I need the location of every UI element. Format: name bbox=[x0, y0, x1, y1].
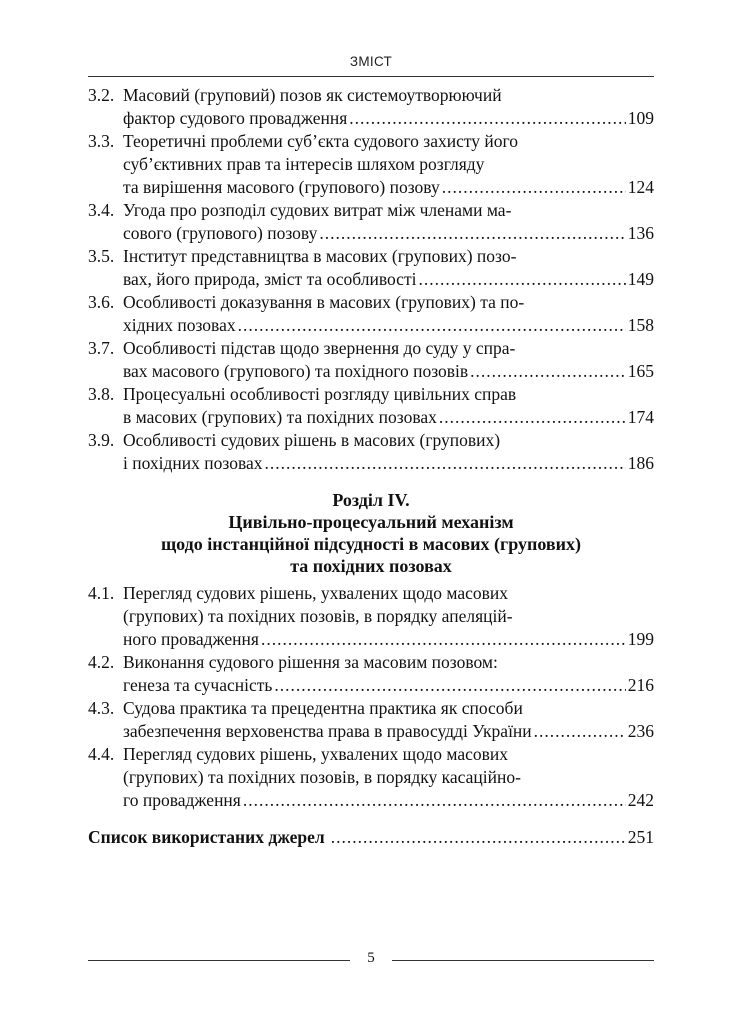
entry-text: суб’єктивних прав та інтересів шляхом розгляду bbox=[123, 154, 485, 174]
dot-leader bbox=[261, 628, 626, 651]
entry-text: Теоретичні проблеми суб’єкта судового захисту його bbox=[123, 131, 519, 151]
dot-leader bbox=[238, 314, 626, 337]
entry-page: 124 bbox=[627, 177, 654, 197]
dot-leader bbox=[442, 176, 626, 199]
dot-leader bbox=[418, 268, 625, 291]
entry-page: 109 bbox=[627, 108, 654, 128]
toc-entry-bibliography[interactable] bbox=[88, 826, 654, 849]
toc-entry-3-7[interactable] bbox=[88, 337, 654, 383]
entry-text: сового (групового) позову bbox=[123, 223, 318, 243]
entry-number: 3.4. bbox=[88, 200, 115, 220]
header-rule bbox=[88, 76, 654, 77]
entry-text: Особливості доказування в масових (групових) та по- bbox=[123, 292, 525, 312]
toc-entry-3-8[interactable] bbox=[88, 383, 654, 429]
toc-entry-3-2[interactable] bbox=[88, 84, 654, 130]
entry-text: Інститут представництва в масових (групових) позо- bbox=[123, 246, 517, 266]
entry-number: 3.7. bbox=[88, 338, 115, 358]
dot-leader bbox=[243, 789, 626, 812]
dot-leader bbox=[349, 107, 626, 130]
dot-leader bbox=[470, 360, 626, 383]
entry-text: Угода про розподіл судових витрат між членами ма- bbox=[123, 200, 512, 220]
section-heading bbox=[88, 489, 654, 577]
toc-entry-4-1[interactable] bbox=[88, 582, 654, 651]
entry-page: 158 bbox=[627, 315, 654, 335]
entry-text: Процесуальні особливості розгляду цивільних справ bbox=[123, 384, 517, 404]
page-number: 5 bbox=[367, 950, 375, 966]
toc-entry-4-2[interactable] bbox=[88, 651, 654, 697]
entry-page: 186 bbox=[627, 453, 654, 473]
dot-leader bbox=[265, 452, 626, 475]
entry-page: 242 bbox=[627, 790, 654, 810]
entry-number: 3.6. bbox=[88, 292, 115, 312]
entry-text: Перегляд судових рішень, ухвалених щодо масових bbox=[123, 583, 508, 603]
toc-entry-3-9[interactable] bbox=[88, 429, 654, 475]
toc-entry-3-4[interactable] bbox=[88, 199, 654, 245]
section-subtitle-line: щодо інстанційної підсудності в масових (групових) bbox=[160, 534, 582, 554]
running-header: ЗМІСТ bbox=[349, 54, 393, 69]
entry-text: вах, його природа, зміст та особливості bbox=[123, 269, 417, 289]
entry-page: 174 bbox=[627, 407, 654, 427]
entry-text: Виконання судового рішення за масовим позовом: bbox=[123, 652, 498, 672]
entry-text: в масових (групових) та похідних позовах bbox=[123, 407, 437, 427]
entry-number: 3.3. bbox=[88, 131, 115, 151]
entry-text: (групових) та похідних позовів, в порядку апеляцій- bbox=[123, 606, 513, 626]
entry-text: та вирішення масового (групового) позову bbox=[123, 177, 440, 197]
entry-text: генеза та сучасність bbox=[123, 675, 273, 695]
entry-number: 4.4. bbox=[88, 744, 115, 764]
entry-text: ного провадження bbox=[123, 629, 259, 649]
entry-number: 4.1. bbox=[88, 583, 115, 603]
toc-entry-4-3[interactable] bbox=[88, 697, 654, 743]
entry-text: (групових) та похідних позовів, в порядку касаційно- bbox=[123, 767, 521, 787]
section-subtitle-line: Цивільно-процесуальний механізм bbox=[228, 512, 514, 532]
entry-number: 4.3. bbox=[88, 698, 115, 718]
entry-text: Перегляд судових рішень, ухвалених щодо масових bbox=[123, 744, 508, 764]
entry-number: 3.2. bbox=[88, 85, 115, 105]
toc-entry-3-3[interactable] bbox=[88, 130, 654, 199]
dot-leader bbox=[331, 826, 626, 849]
entry-text: го провадження bbox=[123, 790, 241, 810]
entry-text: і похідних позовах bbox=[123, 453, 263, 473]
entry-number: 3.9. bbox=[88, 430, 115, 450]
entry-page: 165 bbox=[627, 361, 654, 381]
entry-text: Особливості підстав щодо звернення до суду у спра- bbox=[123, 338, 516, 358]
dot-leader bbox=[534, 720, 626, 743]
toc-entry-4-4[interactable] bbox=[88, 743, 654, 812]
entry-text: Судова практика та прецедентна практика як способи bbox=[123, 698, 523, 718]
toc-entry-3-5[interactable] bbox=[88, 245, 654, 291]
entry-text: забезпечення верховенства права в правосудді України bbox=[123, 721, 532, 741]
entry-text: Особливості судових рішень в масових (групових) bbox=[123, 430, 501, 450]
entry-number: 3.8. bbox=[88, 384, 115, 404]
entry-text: фактор судового провадження bbox=[123, 108, 348, 128]
entry-number: 3.5. bbox=[88, 246, 115, 266]
entry-page: 136 bbox=[627, 223, 654, 243]
entry-page: 149 bbox=[627, 269, 654, 289]
entry-text: вах масового (групового) та похідного позовів bbox=[123, 361, 469, 381]
entry-number: 4.2. bbox=[88, 652, 115, 672]
dot-leader bbox=[439, 406, 626, 429]
section-subtitle-line: та похідних позовах bbox=[290, 556, 452, 576]
entry-text: Масовий (груповий) позов як системоутворюючий bbox=[123, 85, 502, 105]
footer-rule-left bbox=[88, 960, 350, 961]
toc-entry-3-6[interactable] bbox=[88, 291, 654, 337]
dot-leader bbox=[274, 674, 625, 697]
entry-page: 199 bbox=[627, 629, 654, 649]
section-title: Розділ IV. bbox=[332, 490, 410, 510]
bibliography-label: Список використаних джерел bbox=[88, 827, 325, 847]
entry-text: хідних позовах bbox=[123, 315, 236, 335]
footer-rule-right bbox=[392, 960, 654, 961]
entry-page: 216 bbox=[627, 675, 654, 695]
entry-page: 236 bbox=[627, 721, 654, 741]
dot-leader bbox=[319, 222, 625, 245]
bibliography-page: 251 bbox=[627, 827, 654, 847]
